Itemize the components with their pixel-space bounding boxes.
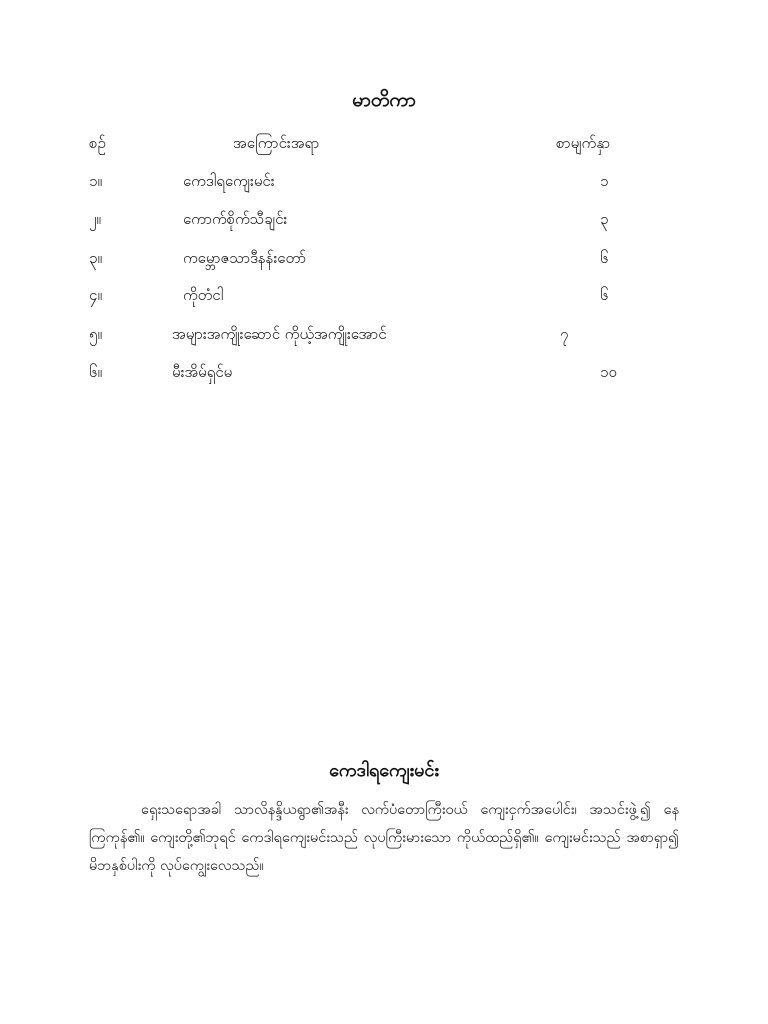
- toc-row: [0, 286, 768, 312]
- toc-row-number: ၁။: [89, 172, 102, 190]
- chapter-paragraph: ရှေးသရောအခါ သာလိနန္ဒိယရွာ၏အနီး လက်ပံတောကြီးဝယ် ကျေးငှက်အပေါင်း၊ အသင်းဖွဲ့၍ နေကြကုန်၏။ ကျေးတို့၏ဘုရင် ကေဒါရကျေးမင်းသည် လုပကြီးမားသော ကိုယ်ထည်ရှိ၏။ ကျေးမင်းသည် အစာရှာ၍ မိဘနှစ်ပါးကို လုပ်ကျွေးလေသည်။: [89, 802, 679, 874]
- toc-row: [0, 249, 768, 275]
- toc-row-number: ၅။: [89, 325, 102, 343]
- toc-row: [0, 210, 768, 236]
- toc-row-page: ၁၀: [600, 363, 617, 381]
- toc-row-title: ကေဒါရကျေးမင်း: [183, 172, 275, 190]
- toc-row-title: မီးအိမ်ရှင်မ: [172, 363, 233, 381]
- toc-header-subject: အကြောင်းအရာ: [233, 134, 320, 152]
- toc-row-page: ၆: [600, 286, 609, 304]
- chapter-title: ကေဒါရကျေးမင်း: [329, 760, 439, 781]
- toc-row-page: ၁: [600, 172, 609, 190]
- toc-header-page: စာမျက်နှာ: [556, 134, 611, 152]
- toc-row-number: ၄။: [89, 286, 102, 304]
- toc-row: [0, 172, 768, 198]
- toc-title: မာတိကာ: [352, 89, 416, 111]
- toc-row-page: ၃: [600, 210, 609, 228]
- toc-row-number: ၃။: [89, 249, 102, 267]
- toc-row-page: ၇: [560, 325, 569, 343]
- toc-row: [0, 363, 768, 389]
- toc-row-number: ၆။: [89, 363, 102, 381]
- toc-header-number: စဉ်: [89, 134, 106, 152]
- toc-row: [0, 325, 768, 351]
- toc-row-page: ၆: [600, 249, 609, 267]
- toc-row-title: အများအကျိုးဆောင် ကိုယ့်အကျိုးအောင်: [172, 325, 387, 343]
- toc-row-title: ကောက်စိုက်သီချင်း: [183, 210, 288, 228]
- toc-row-title: ကိုတံငါ: [183, 286, 224, 304]
- toc-header-row: [0, 134, 768, 160]
- toc-row-title: ကမ္ဘောဇသာဒီနန်းတော်: [183, 249, 307, 267]
- toc-row-number: ၂။: [89, 210, 101, 228]
